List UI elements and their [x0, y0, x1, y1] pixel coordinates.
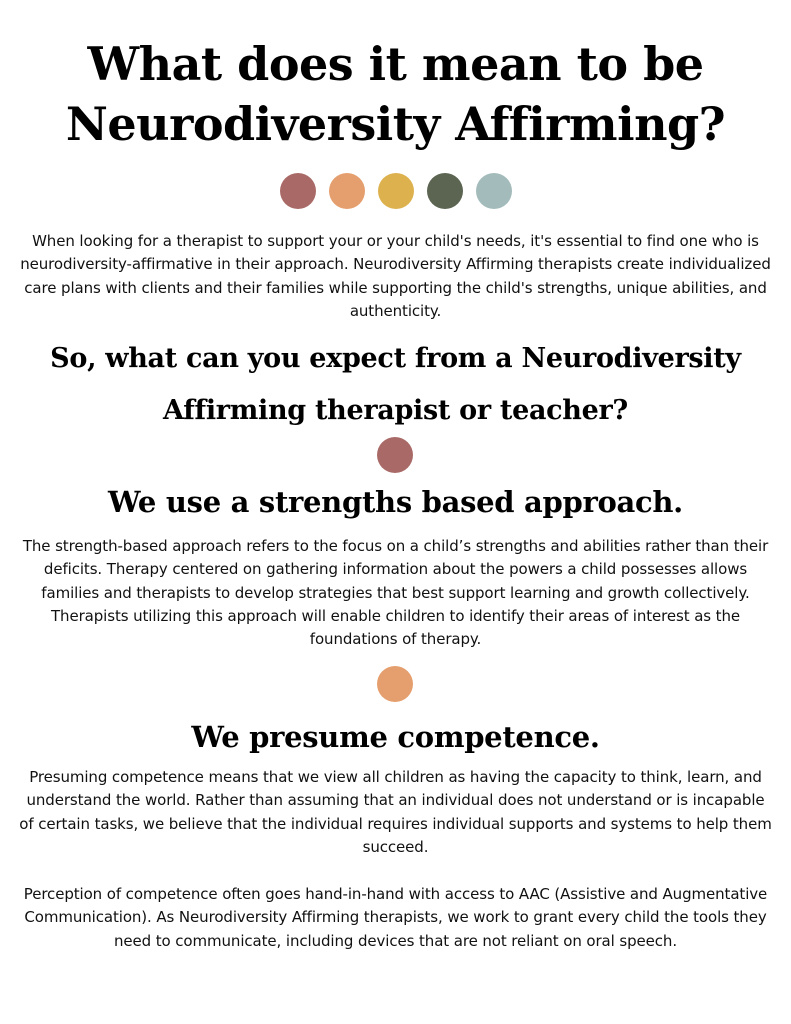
section-1-dot — [377, 437, 413, 473]
section-2-body: Presuming competence means that we view all children as having the capacity to think, learn, and understand the world. Rather than assuming that an individual does not understand or is incapable of certain tasks, we believe that the individual requires individual supports and systems to help them succeed. — [19, 768, 772, 856]
section-1-body: The strength-based approach refers to the focus on a child’s strengths and abilities rather than their deficits. Therapy centered on gathering information about the powers a child possesses allows families and therapists to develop strategies that best support learning and growth collectively. Therapists utilizing this approach will enable children to identify their areas of interest as the foundations of therapy. — [22, 537, 769, 649]
palette-dot-sage-blue — [476, 173, 512, 209]
section-2-body-2: Perception of competence often goes hand-in-hand with access to AAC (Assistive and Augmentative Communication). As Neurodiversity Affirming therapists, we work to grant every child the tools they need to communicate, including devices that are not reliant on oral speech. — [23, 885, 768, 950]
color-dots — [0, 173, 791, 209]
palette-dot-dusty-rose — [280, 173, 316, 209]
palette-dot-moss — [427, 173, 463, 209]
page-title: What does it mean to be Neurodiversity Affirming? — [65, 37, 726, 151]
palette-dot-mustard — [378, 173, 414, 209]
section-2-heading: We presume competence. — [191, 720, 600, 754]
subtitle: So, what can you expect from a Neurodiversity Affirming therapist or teacher? — [50, 343, 741, 426]
palette-dot-peach — [329, 173, 365, 209]
section-2-dot — [377, 666, 413, 702]
intro-paragraph: When looking for a therapist to support your or your child's needs, it's essential to find one who is neurodiversity-affirmative in their approach. Neurodiversity Affirming therapists create individualized care plans with clients and their families while supporting the child's strengths, unique abilities, and authenticity. — [20, 232, 771, 320]
section-1-heading: We use a strengths based approach. — [108, 485, 683, 519]
